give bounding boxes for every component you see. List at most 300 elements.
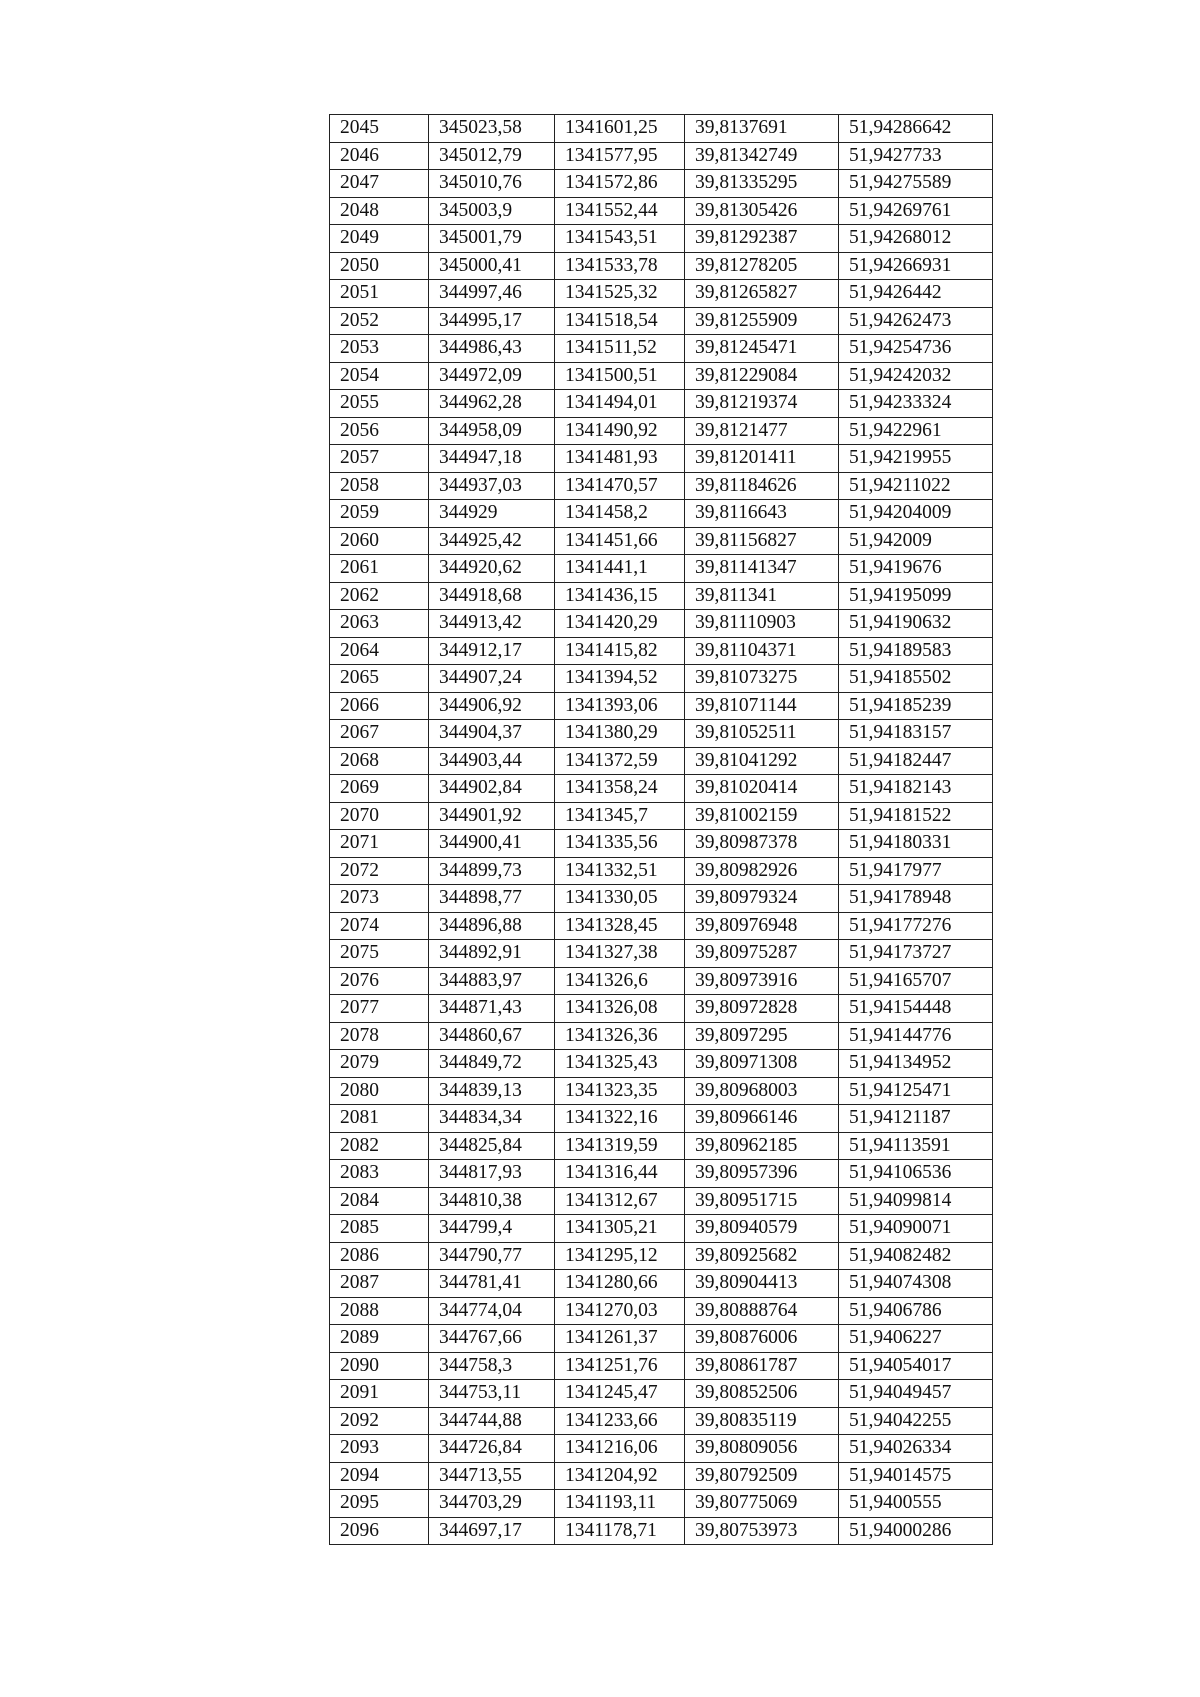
coordinates-table (329, 114, 993, 1545)
x-coordinate-cell: 344918,68 (429, 582, 555, 610)
latitude-cell: 39,81335295 (685, 170, 839, 198)
longitude-cell: 51,94121187 (839, 1105, 993, 1133)
point-number-cell: 2087 (330, 1270, 429, 1298)
point-number-cell: 2053 (330, 335, 429, 363)
latitude-cell: 39,80809056 (685, 1435, 839, 1463)
latitude-cell: 39,81071144 (685, 692, 839, 720)
point-number-cell: 2077 (330, 995, 429, 1023)
y-coordinate-cell: 1341216,06 (555, 1435, 685, 1463)
y-coordinate-cell: 1341328,45 (555, 912, 685, 940)
point-number-cell: 2064 (330, 637, 429, 665)
y-coordinate-cell: 1341552,44 (555, 197, 685, 225)
x-coordinate-cell: 344962,28 (429, 390, 555, 418)
point-number-cell: 2078 (330, 1022, 429, 1050)
longitude-cell: 51,94026334 (839, 1435, 993, 1463)
longitude-cell: 51,94000286 (839, 1517, 993, 1545)
table-row (330, 1462, 993, 1490)
point-number-cell: 2051 (330, 280, 429, 308)
y-coordinate-cell: 1341481,93 (555, 445, 685, 473)
table-row (330, 802, 993, 830)
longitude-cell: 51,94054017 (839, 1352, 993, 1380)
x-coordinate-cell: 344860,67 (429, 1022, 555, 1050)
x-coordinate-cell: 344903,44 (429, 747, 555, 775)
latitude-cell: 39,81073275 (685, 665, 839, 693)
y-coordinate-cell: 1341233,66 (555, 1407, 685, 1435)
point-number-cell: 2096 (330, 1517, 429, 1545)
table-row (330, 1270, 993, 1298)
longitude-cell: 51,94268012 (839, 225, 993, 253)
x-coordinate-cell: 344899,73 (429, 857, 555, 885)
x-coordinate-cell: 344817,93 (429, 1160, 555, 1188)
table-row (330, 335, 993, 363)
table-row (330, 775, 993, 803)
table-row (330, 1050, 993, 1078)
latitude-cell: 39,80976948 (685, 912, 839, 940)
point-number-cell: 2050 (330, 252, 429, 280)
longitude-cell: 51,94099814 (839, 1187, 993, 1215)
point-number-cell: 2070 (330, 802, 429, 830)
y-coordinate-cell: 1341193,11 (555, 1490, 685, 1518)
latitude-cell: 39,81104371 (685, 637, 839, 665)
latitude-cell: 39,80940579 (685, 1215, 839, 1243)
x-coordinate-cell: 344781,41 (429, 1270, 555, 1298)
table-row (330, 1242, 993, 1270)
longitude-cell: 51,942009 (839, 527, 993, 555)
longitude-cell: 51,94269761 (839, 197, 993, 225)
latitude-cell: 39,80753973 (685, 1517, 839, 1545)
x-coordinate-cell: 344810,38 (429, 1187, 555, 1215)
y-coordinate-cell: 1341204,92 (555, 1462, 685, 1490)
coordinates-table-body (330, 115, 993, 1545)
latitude-cell: 39,80982926 (685, 857, 839, 885)
latitude-cell: 39,80962185 (685, 1132, 839, 1160)
table-row (330, 307, 993, 335)
point-number-cell: 2046 (330, 142, 429, 170)
latitude-cell: 39,80957396 (685, 1160, 839, 1188)
y-coordinate-cell: 1341470,57 (555, 472, 685, 500)
latitude-cell: 39,80972828 (685, 995, 839, 1023)
x-coordinate-cell: 344697,17 (429, 1517, 555, 1545)
latitude-cell: 39,80975287 (685, 940, 839, 968)
longitude-cell: 51,94183157 (839, 720, 993, 748)
x-coordinate-cell: 344912,17 (429, 637, 555, 665)
longitude-cell: 51,9406227 (839, 1325, 993, 1353)
longitude-cell: 51,94233324 (839, 390, 993, 418)
longitude-cell: 51,94182143 (839, 775, 993, 803)
point-number-cell: 2060 (330, 527, 429, 555)
latitude-cell: 39,8121477 (685, 417, 839, 445)
longitude-cell: 51,94204009 (839, 500, 993, 528)
table-row (330, 967, 993, 995)
point-number-cell: 2082 (330, 1132, 429, 1160)
x-coordinate-cell: 344744,88 (429, 1407, 555, 1435)
latitude-cell: 39,81052511 (685, 720, 839, 748)
longitude-cell: 51,9427733 (839, 142, 993, 170)
table-row (330, 500, 993, 528)
longitude-cell: 51,94090071 (839, 1215, 993, 1243)
y-coordinate-cell: 1341322,16 (555, 1105, 685, 1133)
longitude-cell: 51,9422961 (839, 417, 993, 445)
point-number-cell: 2066 (330, 692, 429, 720)
table-row (330, 1215, 993, 1243)
x-coordinate-cell: 345023,58 (429, 115, 555, 143)
point-number-cell: 2057 (330, 445, 429, 473)
longitude-cell: 51,9406786 (839, 1297, 993, 1325)
y-coordinate-cell: 1341345,7 (555, 802, 685, 830)
longitude-cell: 51,94113591 (839, 1132, 993, 1160)
y-coordinate-cell: 1341394,52 (555, 665, 685, 693)
longitude-cell: 51,94189583 (839, 637, 993, 665)
table-row (330, 472, 993, 500)
y-coordinate-cell: 1341332,51 (555, 857, 685, 885)
y-coordinate-cell: 1341323,35 (555, 1077, 685, 1105)
y-coordinate-cell: 1341420,29 (555, 610, 685, 638)
latitude-cell: 39,8097295 (685, 1022, 839, 1050)
longitude-cell: 51,94182447 (839, 747, 993, 775)
table-row (330, 1160, 993, 1188)
x-coordinate-cell: 344871,43 (429, 995, 555, 1023)
table-row (330, 280, 993, 308)
point-number-cell: 2094 (330, 1462, 429, 1490)
latitude-cell: 39,81041292 (685, 747, 839, 775)
point-number-cell: 2076 (330, 967, 429, 995)
table-row (330, 445, 993, 473)
longitude-cell: 51,94134952 (839, 1050, 993, 1078)
x-coordinate-cell: 344947,18 (429, 445, 555, 473)
point-number-cell: 2068 (330, 747, 429, 775)
table-row (330, 362, 993, 390)
point-number-cell: 2093 (330, 1435, 429, 1463)
x-coordinate-cell: 344703,29 (429, 1490, 555, 1518)
latitude-cell: 39,81278205 (685, 252, 839, 280)
x-coordinate-cell: 344849,72 (429, 1050, 555, 1078)
latitude-cell: 39,80966146 (685, 1105, 839, 1133)
y-coordinate-cell: 1341490,92 (555, 417, 685, 445)
x-coordinate-cell: 344758,3 (429, 1352, 555, 1380)
x-coordinate-cell: 344913,42 (429, 610, 555, 638)
x-coordinate-cell: 344986,43 (429, 335, 555, 363)
table-row (330, 747, 993, 775)
y-coordinate-cell: 1341451,66 (555, 527, 685, 555)
y-coordinate-cell: 1341325,43 (555, 1050, 685, 1078)
x-coordinate-cell: 344920,62 (429, 555, 555, 583)
x-coordinate-cell: 344790,77 (429, 1242, 555, 1270)
y-coordinate-cell: 1341358,24 (555, 775, 685, 803)
x-coordinate-cell: 344774,04 (429, 1297, 555, 1325)
x-coordinate-cell: 345003,9 (429, 197, 555, 225)
y-coordinate-cell: 1341270,03 (555, 1297, 685, 1325)
y-coordinate-cell: 1341326,6 (555, 967, 685, 995)
point-number-cell: 2052 (330, 307, 429, 335)
latitude-cell: 39,81342749 (685, 142, 839, 170)
table-row (330, 885, 993, 913)
latitude-cell: 39,81245471 (685, 335, 839, 363)
x-coordinate-cell: 344907,24 (429, 665, 555, 693)
y-coordinate-cell: 1341572,86 (555, 170, 685, 198)
longitude-cell: 51,94180331 (839, 830, 993, 858)
x-coordinate-cell: 344972,09 (429, 362, 555, 390)
x-coordinate-cell: 345012,79 (429, 142, 555, 170)
table-row (330, 1105, 993, 1133)
longitude-cell: 51,94125471 (839, 1077, 993, 1105)
x-coordinate-cell: 344906,92 (429, 692, 555, 720)
longitude-cell: 51,94219955 (839, 445, 993, 473)
table-row (330, 610, 993, 638)
latitude-cell: 39,8116643 (685, 500, 839, 528)
table-row (330, 857, 993, 885)
longitude-cell: 51,94014575 (839, 1462, 993, 1490)
point-number-cell: 2071 (330, 830, 429, 858)
y-coordinate-cell: 1341415,82 (555, 637, 685, 665)
table-row (330, 995, 993, 1023)
y-coordinate-cell: 1341601,25 (555, 115, 685, 143)
y-coordinate-cell: 1341518,54 (555, 307, 685, 335)
longitude-cell: 51,94173727 (839, 940, 993, 968)
point-number-cell: 2083 (330, 1160, 429, 1188)
y-coordinate-cell: 1341319,59 (555, 1132, 685, 1160)
x-coordinate-cell: 344883,97 (429, 967, 555, 995)
longitude-cell: 51,94177276 (839, 912, 993, 940)
x-coordinate-cell: 344767,66 (429, 1325, 555, 1353)
table-row (330, 1407, 993, 1435)
latitude-cell: 39,81229084 (685, 362, 839, 390)
x-coordinate-cell: 344958,09 (429, 417, 555, 445)
longitude-cell: 51,94042255 (839, 1407, 993, 1435)
y-coordinate-cell: 1341251,76 (555, 1352, 685, 1380)
latitude-cell: 39,81201411 (685, 445, 839, 473)
x-coordinate-cell: 344896,88 (429, 912, 555, 940)
point-number-cell: 2086 (330, 1242, 429, 1270)
longitude-cell: 51,94211022 (839, 472, 993, 500)
x-coordinate-cell: 344900,41 (429, 830, 555, 858)
y-coordinate-cell: 1341261,37 (555, 1325, 685, 1353)
table-row (330, 225, 993, 253)
point-number-cell: 2069 (330, 775, 429, 803)
table-row (330, 252, 993, 280)
point-number-cell: 2089 (330, 1325, 429, 1353)
y-coordinate-cell: 1341525,32 (555, 280, 685, 308)
y-coordinate-cell: 1341380,29 (555, 720, 685, 748)
point-number-cell: 2088 (330, 1297, 429, 1325)
point-number-cell: 2049 (330, 225, 429, 253)
x-coordinate-cell: 344995,17 (429, 307, 555, 335)
table-row (330, 1132, 993, 1160)
x-coordinate-cell: 344839,13 (429, 1077, 555, 1105)
point-number-cell: 2047 (330, 170, 429, 198)
y-coordinate-cell: 1341393,06 (555, 692, 685, 720)
latitude-cell: 39,80835119 (685, 1407, 839, 1435)
x-coordinate-cell: 345000,41 (429, 252, 555, 280)
point-number-cell: 2065 (330, 665, 429, 693)
y-coordinate-cell: 1341326,08 (555, 995, 685, 1023)
longitude-cell: 51,94049457 (839, 1380, 993, 1408)
x-coordinate-cell: 344937,03 (429, 472, 555, 500)
longitude-cell: 51,94074308 (839, 1270, 993, 1298)
y-coordinate-cell: 1341577,95 (555, 142, 685, 170)
longitude-cell: 51,9400555 (839, 1490, 993, 1518)
table-row (330, 665, 993, 693)
table-row (330, 1022, 993, 1050)
latitude-cell: 39,80979324 (685, 885, 839, 913)
table-row (330, 637, 993, 665)
latitude-cell: 39,80968003 (685, 1077, 839, 1105)
latitude-cell: 39,81305426 (685, 197, 839, 225)
table-row (330, 555, 993, 583)
latitude-cell: 39,81002159 (685, 802, 839, 830)
table-row (330, 1077, 993, 1105)
x-coordinate-cell: 344753,11 (429, 1380, 555, 1408)
table-row (330, 692, 993, 720)
longitude-cell: 51,94262473 (839, 307, 993, 335)
table-row (330, 170, 993, 198)
latitude-cell: 39,8137691 (685, 115, 839, 143)
y-coordinate-cell: 1341305,21 (555, 1215, 685, 1243)
y-coordinate-cell: 1341543,51 (555, 225, 685, 253)
point-number-cell: 2075 (330, 940, 429, 968)
point-number-cell: 2085 (330, 1215, 429, 1243)
point-number-cell: 2081 (330, 1105, 429, 1133)
table-row (330, 1325, 993, 1353)
y-coordinate-cell: 1341458,2 (555, 500, 685, 528)
x-coordinate-cell: 344726,84 (429, 1435, 555, 1463)
point-number-cell: 2079 (330, 1050, 429, 1078)
x-coordinate-cell: 345010,76 (429, 170, 555, 198)
latitude-cell: 39,81141347 (685, 555, 839, 583)
table-row (330, 527, 993, 555)
point-number-cell: 2058 (330, 472, 429, 500)
x-coordinate-cell: 344904,37 (429, 720, 555, 748)
longitude-cell: 51,94195099 (839, 582, 993, 610)
point-number-cell: 2084 (330, 1187, 429, 1215)
longitude-cell: 51,9417977 (839, 857, 993, 885)
point-number-cell: 2056 (330, 417, 429, 445)
x-coordinate-cell: 344929 (429, 500, 555, 528)
longitude-cell: 51,94181522 (839, 802, 993, 830)
table-row (330, 142, 993, 170)
y-coordinate-cell: 1341500,51 (555, 362, 685, 390)
longitude-cell: 51,9426442 (839, 280, 993, 308)
table-row (330, 912, 993, 940)
longitude-cell: 51,94254736 (839, 335, 993, 363)
point-number-cell: 2054 (330, 362, 429, 390)
point-number-cell: 2059 (330, 500, 429, 528)
latitude-cell: 39,80792509 (685, 1462, 839, 1490)
longitude-cell: 51,94190632 (839, 610, 993, 638)
latitude-cell: 39,811341 (685, 582, 839, 610)
table-row (330, 115, 993, 143)
point-number-cell: 2067 (330, 720, 429, 748)
table-row (330, 940, 993, 968)
latitude-cell: 39,80925682 (685, 1242, 839, 1270)
latitude-cell: 39,80987378 (685, 830, 839, 858)
point-number-cell: 2074 (330, 912, 429, 940)
y-coordinate-cell: 1341494,01 (555, 390, 685, 418)
latitude-cell: 39,80971308 (685, 1050, 839, 1078)
point-number-cell: 2092 (330, 1407, 429, 1435)
point-number-cell: 2063 (330, 610, 429, 638)
table-row (330, 390, 993, 418)
table-row (330, 1352, 993, 1380)
point-number-cell: 2061 (330, 555, 429, 583)
table-row (330, 1187, 993, 1215)
latitude-cell: 39,81184626 (685, 472, 839, 500)
point-number-cell: 2045 (330, 115, 429, 143)
longitude-cell: 51,94286642 (839, 115, 993, 143)
latitude-cell: 39,80775069 (685, 1490, 839, 1518)
latitude-cell: 39,80888764 (685, 1297, 839, 1325)
longitude-cell: 51,94165707 (839, 967, 993, 995)
x-coordinate-cell: 344892,91 (429, 940, 555, 968)
latitude-cell: 39,80861787 (685, 1352, 839, 1380)
longitude-cell: 51,94106536 (839, 1160, 993, 1188)
y-coordinate-cell: 1341245,47 (555, 1380, 685, 1408)
latitude-cell: 39,81219374 (685, 390, 839, 418)
y-coordinate-cell: 1341372,59 (555, 747, 685, 775)
x-coordinate-cell: 344902,84 (429, 775, 555, 803)
y-coordinate-cell: 1341441,1 (555, 555, 685, 583)
latitude-cell: 39,80904413 (685, 1270, 839, 1298)
x-coordinate-cell: 344713,55 (429, 1462, 555, 1490)
y-coordinate-cell: 1341280,66 (555, 1270, 685, 1298)
y-coordinate-cell: 1341178,71 (555, 1517, 685, 1545)
point-number-cell: 2055 (330, 390, 429, 418)
point-number-cell: 2095 (330, 1490, 429, 1518)
longitude-cell: 51,94185239 (839, 692, 993, 720)
x-coordinate-cell: 344997,46 (429, 280, 555, 308)
y-coordinate-cell: 1341330,05 (555, 885, 685, 913)
latitude-cell: 39,80951715 (685, 1187, 839, 1215)
longitude-cell: 51,9419676 (839, 555, 993, 583)
table-row (330, 197, 993, 225)
latitude-cell: 39,80852506 (685, 1380, 839, 1408)
y-coordinate-cell: 1341335,56 (555, 830, 685, 858)
latitude-cell: 39,81020414 (685, 775, 839, 803)
point-number-cell: 2080 (330, 1077, 429, 1105)
x-coordinate-cell: 344925,42 (429, 527, 555, 555)
latitude-cell: 39,80876006 (685, 1325, 839, 1353)
latitude-cell: 39,80973916 (685, 967, 839, 995)
longitude-cell: 51,94266931 (839, 252, 993, 280)
point-number-cell: 2062 (330, 582, 429, 610)
table-row (330, 1297, 993, 1325)
latitude-cell: 39,81156827 (685, 527, 839, 555)
x-coordinate-cell: 345001,79 (429, 225, 555, 253)
longitude-cell: 51,94275589 (839, 170, 993, 198)
x-coordinate-cell: 344898,77 (429, 885, 555, 913)
table-row (330, 1435, 993, 1463)
y-coordinate-cell: 1341511,52 (555, 335, 685, 363)
x-coordinate-cell: 344901,92 (429, 802, 555, 830)
table-row (330, 1517, 993, 1545)
table-row (330, 830, 993, 858)
x-coordinate-cell: 344799,4 (429, 1215, 555, 1243)
point-number-cell: 2048 (330, 197, 429, 225)
y-coordinate-cell: 1341436,15 (555, 582, 685, 610)
latitude-cell: 39,81292387 (685, 225, 839, 253)
y-coordinate-cell: 1341327,38 (555, 940, 685, 968)
y-coordinate-cell: 1341295,12 (555, 1242, 685, 1270)
longitude-cell: 51,94082482 (839, 1242, 993, 1270)
longitude-cell: 51,94144776 (839, 1022, 993, 1050)
point-number-cell: 2090 (330, 1352, 429, 1380)
latitude-cell: 39,81265827 (685, 280, 839, 308)
point-number-cell: 2091 (330, 1380, 429, 1408)
y-coordinate-cell: 1341316,44 (555, 1160, 685, 1188)
table-row (330, 582, 993, 610)
table-row (330, 1380, 993, 1408)
longitude-cell: 51,94185502 (839, 665, 993, 693)
y-coordinate-cell: 1341533,78 (555, 252, 685, 280)
